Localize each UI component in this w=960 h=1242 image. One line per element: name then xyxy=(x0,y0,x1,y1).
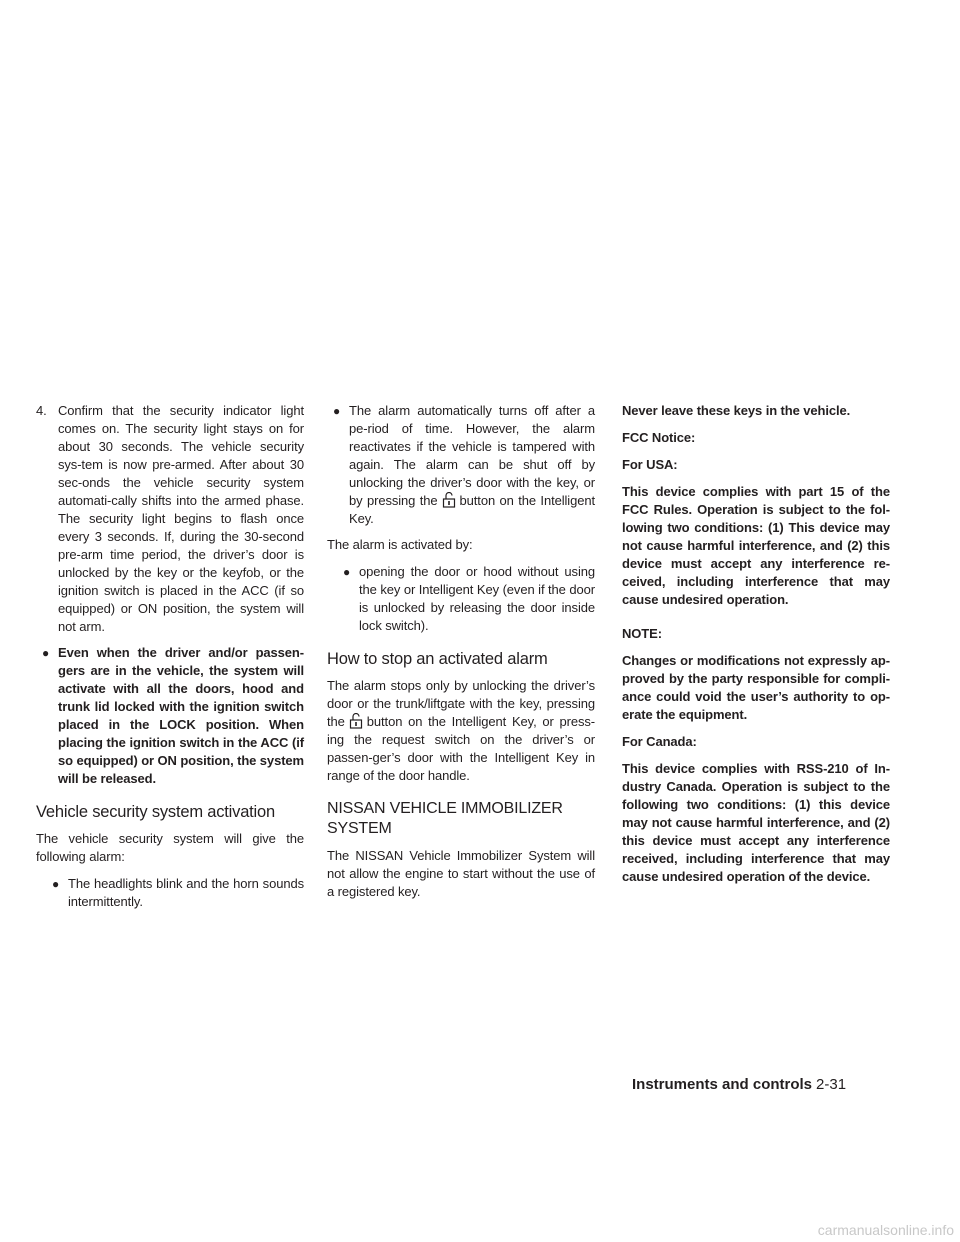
stop-text-a: The alarm stops only by unlocking the driver’s door or the trunk/liftgate with the key, pressing the xyxy=(327,678,595,729)
for-canada-label: For Canada: xyxy=(622,734,697,749)
page-number: 2-31 xyxy=(816,1076,847,1093)
for-usa-label: For USA: xyxy=(622,457,678,472)
warning-bullet xyxy=(36,644,304,788)
auto-off-bullet xyxy=(327,402,595,528)
auto-off-text-b: button on the Intelligent Key. xyxy=(349,493,595,526)
never-leave-keys: Never leave these keys in the vehicle. xyxy=(622,403,851,418)
step-4-text: Confirm that the security indicator light comes on. The security light stays on for about 30 seconds. The vehicle security sys-tem is now pre-armed. After about 30 sec-onds the vehicle security system automati-cally shifts into the armed phase. The security light begins to flash once every 3 seconds. If, during the 30-second pre-arm time period, the driver’s door is unlocked by the key or the keyfob, or the ignition switch is placed in the ACC (if so equipped) or ON position, the system will not arm. xyxy=(58,403,304,634)
heading-immobilizer: NISSAN VEHICLE IMMOBILIZER SYSTEM xyxy=(327,800,563,837)
column-left xyxy=(36,402,304,919)
canada-text: This device complies with RSS-210 of In-dustry Canada. Operation is subject to the following two conditions: (1) this device may not cause harmful interference, and (2) this device must accept any interference received, including interference that may cause undesired operation of the device. xyxy=(622,761,890,884)
usa-text: This device complies with part 15 of the FCC Rules. Operation is subject to the fol-lowing two conditions: (1) This device may not cause harmful interference, and (2) this device must accept any interference re-ceived, including interference that may cause undesired operation. xyxy=(622,484,890,607)
watermark-text: carmanualsonline.info xyxy=(817,1222,954,1238)
activation-bullet xyxy=(46,875,304,911)
activation-bullet-text: The headlights blink and the horn sounds intermittently. xyxy=(68,876,304,909)
note-label: NOTE: xyxy=(622,626,662,641)
stop-alarm-text xyxy=(327,677,595,785)
activated-bullet xyxy=(337,563,595,635)
unlock-key-icon xyxy=(349,713,363,729)
column-right xyxy=(622,402,890,895)
step-4 xyxy=(36,402,304,636)
step-number: 4. xyxy=(36,403,47,418)
warning-text: Even when the driver and/or passen-gers are in the vehicle, the system will activate with all the doors, hood and trunk lid locked with the ignition switch placed in the LOCK position. When placing the ignition switch in the ACC (if so equipped) or ON position, the system will be released. xyxy=(58,645,305,786)
bullet-icon: ● xyxy=(333,404,341,418)
bullet-icon: ● xyxy=(42,646,50,660)
immobilizer-text: The NISSAN Vehicle Immobilizer System will not allow the engine to start without the use of a registered key. xyxy=(327,848,595,899)
bullet-icon: ● xyxy=(343,565,351,579)
unlock-key-icon xyxy=(442,492,456,508)
activated-bullet-text: opening the door or hood without using the key or Intelligent Key (even if the door is unlocked by releasing the door inside lock switch). xyxy=(359,564,595,633)
column-middle xyxy=(327,402,595,910)
activation-intro: The vehicle security system will give the following alarm: xyxy=(36,831,304,864)
bullet-icon: ● xyxy=(52,877,60,891)
auto-off-text-a: The alarm automatically turns off after a pe-riod of time. However, the alarm reactivates if the vehicle is tampered with again. The alarm can be shut off by unlocking the driver’s door with the key, or by pressing the xyxy=(349,403,595,508)
activated-by: The alarm is activated by: xyxy=(327,537,473,552)
fcc-notice-label: FCC Notice: xyxy=(622,430,696,445)
heading-stop-alarm: How to stop an activated alarm xyxy=(327,650,548,668)
watermark xyxy=(0,1222,960,1238)
stop-text-b: button on the Intelligent Key, or press-ing the request switch on the driver’s or passen-ger’s door with the Intelligent Key in range of the door handle. xyxy=(327,714,595,783)
note-text: Changes or modifications not expressly ap-proved by the party responsible for compli-ance could void the user’s authority to op-erate the equipment. xyxy=(622,653,890,722)
page-footer xyxy=(632,1076,846,1093)
section-title: Instruments and controls xyxy=(632,1076,813,1093)
heading-activation: Vehicle security system activation xyxy=(36,803,275,821)
